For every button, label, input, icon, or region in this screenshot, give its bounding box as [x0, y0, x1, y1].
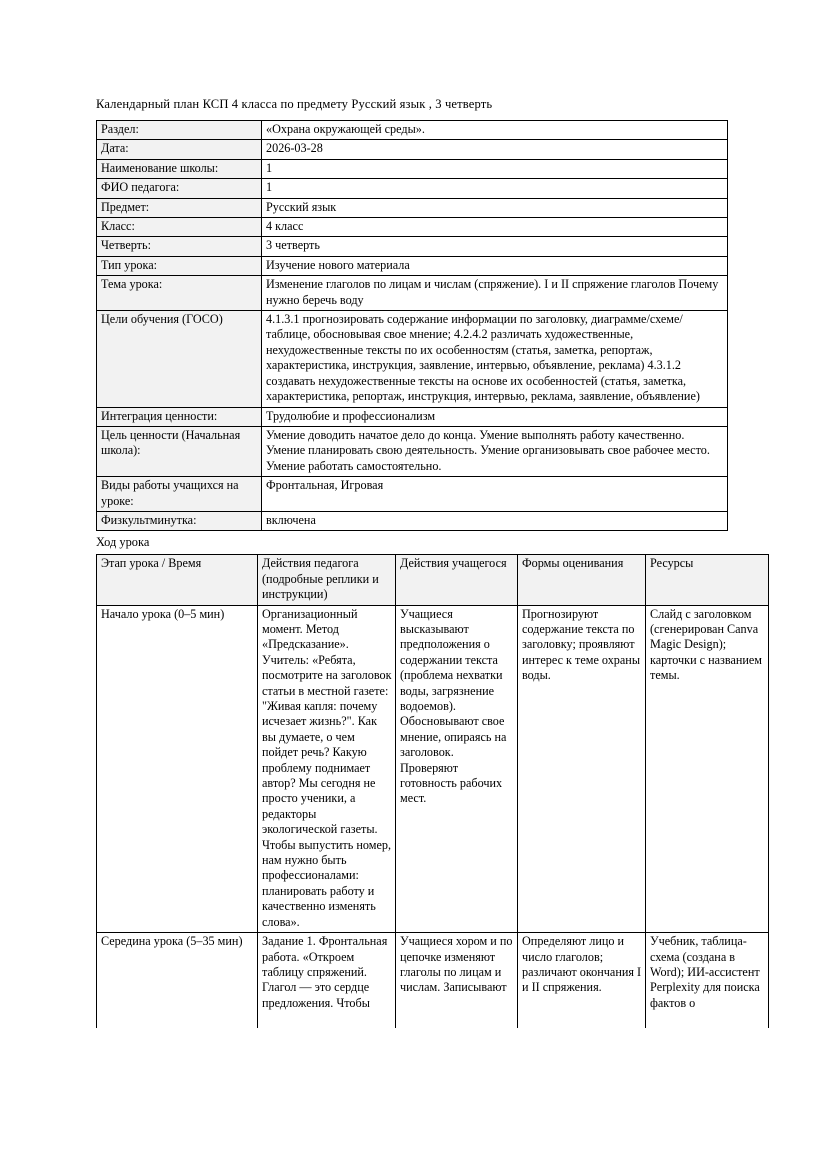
table-row: [97, 198, 728, 217]
column-header-teacher: Действия педагога (подробные реплики и инструкции): [258, 555, 396, 605]
cell-stage: Середина урока (5–35 мин): [97, 933, 258, 1029]
column-header-stage: Этап урока / Время: [97, 555, 258, 605]
info-value: Умение доводить начатое дело до конца. Умение выполнять работу качественно. Умение планировать свою деятельность. Умение организовывать свое рабочее место. Умение работать самостоятельно.: [262, 426, 728, 476]
info-value: Трудолюбие и профессионализм: [262, 407, 728, 426]
column-header-assessment: Формы оценивания: [518, 555, 646, 605]
table-row: [97, 407, 728, 426]
table-row: [97, 933, 769, 1029]
table-row: [97, 311, 728, 407]
cell-assessment: Определяют лицо и число глаголов; различают окончания I и II спряжения.: [518, 933, 646, 1029]
info-value: Изменение глаголов по лицам и числам (спряжение). I и II спряжение глаголов Почему нужно беречь воду: [262, 276, 728, 311]
info-label: Цель ценности (Начальная школа):: [97, 426, 262, 476]
table-row: [97, 159, 728, 178]
page-bottom-margin: [0, 1075, 827, 1170]
flow-table-body: [97, 605, 769, 1028]
info-label: Тип урока:: [97, 256, 262, 275]
table-row: [97, 237, 728, 256]
page-title: Календарный план КСП 4 класса по предмету Русский язык , 3 четверть: [96, 97, 493, 111]
cell-resources: Слайд с заголовком (сгенерирован Canva Magic Design); карточки с названием темы.: [646, 605, 769, 933]
cell-teacher: Задание 1. Фронтальная работа. «Откроем таблицу спряжений. Глагол — это сердце предложения. Чтобы: [258, 933, 396, 1029]
info-value: Русский язык: [262, 198, 728, 217]
info-value: 3 четверть: [262, 237, 728, 256]
info-label: ФИО педагога:: [97, 179, 262, 198]
section-caption-lesson-flow: Ход урока: [96, 535, 150, 550]
info-label: Виды работы учащихся на уроке:: [97, 477, 262, 512]
table-row: [97, 121, 728, 140]
cell-student: Учащиеся высказывают предположения о содержании текста (проблема нехватки воды, загрязнение водоемов). Обосновывают свое мнение, опираясь на заголовок. Проверяют готовность рабочих мест.: [396, 605, 518, 933]
info-value: включена: [262, 511, 728, 530]
cell-student: Учащиеся хором и по цепочке изменяют глаголы по лицам и числам. Записывают: [396, 933, 518, 1029]
info-label: Предмет:: [97, 198, 262, 217]
cell-assessment: Прогнозируют содержание текста по заголовку; проявляют интерес к теме охраны воды.: [518, 605, 646, 933]
info-label: Четверть:: [97, 237, 262, 256]
info-value: 1: [262, 179, 728, 198]
info-label: Дата:: [97, 140, 262, 159]
lesson-flow-table: [96, 554, 769, 1028]
info-label: Класс:: [97, 218, 262, 237]
info-value: 4.1.3.1 прогнозировать содержание информации по заголовку, диаграмме/схеме/таблице, обосновывая свое мнение; 4.2.4.2 различать художественные, нехудожественные тексты по их особенностям (статья, заметка, репортаж, характеристика, инструкция, заявление, интервью, объявление, реклама) 4.3.1.2 создавать нехудожественные тексты на основе их особенностей (статья, заметка, характеристика, репортаж, инструкция, интервью, реклама, заявление, объявление): [262, 311, 728, 407]
table-row: [97, 426, 728, 476]
table-row: [97, 276, 728, 311]
table-row: [97, 511, 728, 530]
table-row: [97, 140, 728, 159]
info-value: «Охрана окружающей среды».: [262, 121, 728, 140]
lesson-info-table: [96, 120, 728, 531]
info-table-body: [97, 121, 728, 531]
info-value: Фронтальная, Игровая: [262, 477, 728, 512]
info-label: Интеграция ценности:: [97, 407, 262, 426]
info-label: Наименование школы:: [97, 159, 262, 178]
info-label: Тема урока:: [97, 276, 262, 311]
table-row: [97, 256, 728, 275]
table-row: [97, 605, 769, 933]
table-header-row: [97, 555, 769, 605]
table-row: [97, 179, 728, 198]
info-label: Физкультминутка:: [97, 511, 262, 530]
column-header-resources: Ресурсы: [646, 555, 769, 605]
info-value: Изучение нового материала: [262, 256, 728, 275]
info-value: 2026-03-28: [262, 140, 728, 159]
info-label: Раздел:: [97, 121, 262, 140]
cell-resources: Учебник, таблица-схема (создана в Word); ИИ-ассистент Perplexity для поиска фактов о: [646, 933, 769, 1029]
table-row: [97, 218, 728, 237]
info-value: 1: [262, 159, 728, 178]
column-header-student: Действия учащегося: [396, 555, 518, 605]
info-value: 4 класс: [262, 218, 728, 237]
table-row: [97, 477, 728, 512]
cell-teacher: Организационный момент. Метод «Предсказание». Учитель: «Ребята, посмотрите на заголовок статьи в местной газете: "Живая капля: почему исчезает жизнь?". Как вы думаете, о чем пойдет речь? Какую проблему поднимает автор? Мы сегодня не просто ученики, а редакторы экологической газеты. Чтобы выпустить номер, нам нужно быть профессионалами: планировать работу и качественно изменять слова».: [258, 605, 396, 933]
info-label: Цели обучения (ГОСО): [97, 311, 262, 407]
cell-stage: Начало урока (0–5 мин): [97, 605, 258, 933]
flow-table-head: [97, 555, 769, 605]
